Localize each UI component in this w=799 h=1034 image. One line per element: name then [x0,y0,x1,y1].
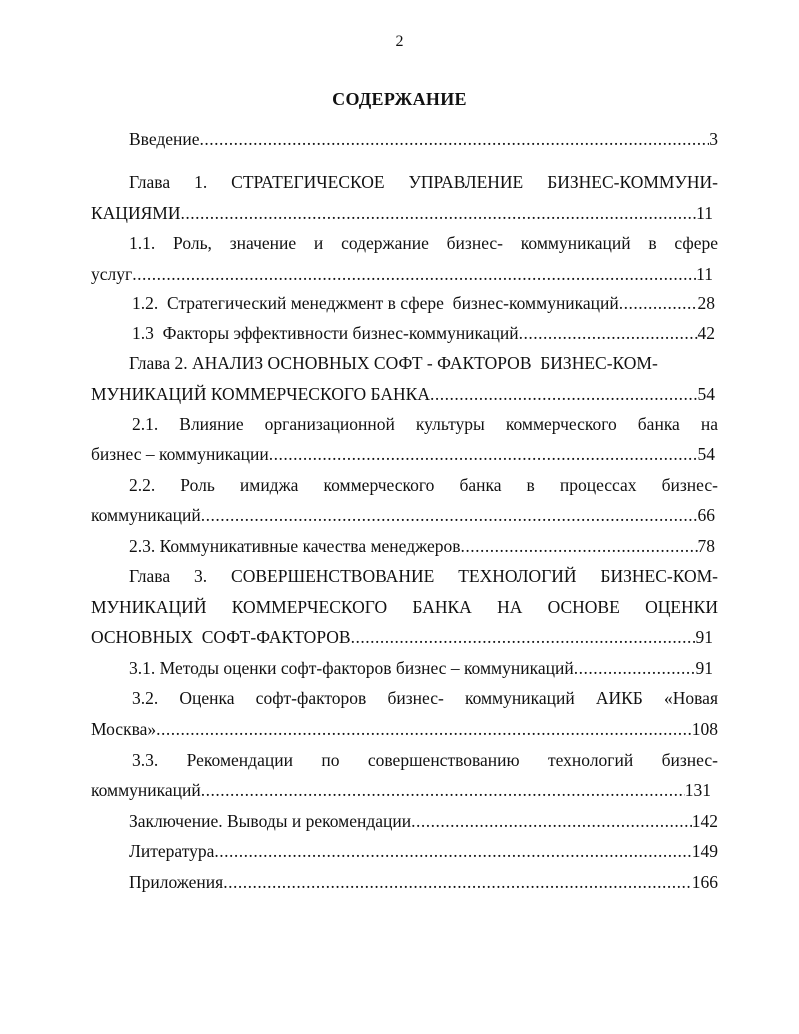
toc-word: в [526,475,535,495]
toc-section-2-3 [129,535,715,557]
toc-word: софт-факторов [255,688,367,708]
toc-word: процессах [559,475,637,495]
leader-dots [200,128,710,150]
toc-section-3-2-line2 [91,718,718,740]
toc-section-1-3 [132,322,715,344]
toc-entry-text: услуг [91,264,133,284]
leader-dots [351,626,696,648]
toc-word: банка [459,475,502,495]
page-title: СОДЕРЖАНИЕ [332,89,467,109]
toc-page-number: 131 [684,780,711,800]
page-number: 2 [395,33,404,50]
toc-word: БАНКА [412,597,472,617]
toc-page-number: 11 [696,203,713,223]
toc-page-number: 54 [697,444,715,464]
toc-word: УПРАВЛЕНИЕ [408,172,524,192]
toc-section-3-2-line1 [132,687,718,709]
toc-entry-text: Заключение. Выводы и рекомендации [129,811,412,831]
toc-chapter-3-line2 [91,596,718,618]
toc-entry-text: Приложения [129,872,224,892]
toc-entry-text: Введение [129,129,200,149]
leader-dots [180,202,696,224]
toc-word: 3.2. [132,688,159,708]
toc-section-2-1-line2 [91,443,715,465]
toc-word: содержание [341,233,429,253]
toc-page-number: 66 [697,505,715,525]
toc-section-3-1 [129,657,713,679]
toc-word: технологий [548,750,634,770]
toc-section-2-1-line1 [132,413,718,435]
toc-section-1-1-line2 [91,263,713,285]
toc-page-number: 142 [691,811,718,831]
toc-page-number: 91 [695,627,713,647]
toc-page-number: 91 [695,658,713,678]
toc-word: 2.1. [132,414,159,434]
toc-word: 1. [194,172,208,192]
toc-entry-intro [129,128,718,150]
toc-word: значение [229,233,297,253]
toc-page-number: 11 [696,264,713,284]
toc-word: коммуникаций [464,688,575,708]
toc-word: ОСНОВЕ [547,597,620,617]
toc-word: НА [497,597,523,617]
toc-entry-text: коммуникаций [91,780,201,800]
toc-section-2-2-line1 [129,474,718,496]
toc-word: Роль [180,475,215,495]
toc-entry-text: Москва» [91,719,157,739]
leader-dots [574,657,696,679]
toc-word: коммерческого [505,414,617,434]
toc-chapter-2-line1: Глава 2. АНАЛИЗ ОСНОВНЫХ СОФТ - ФАКТОРОВ БИЗНЕС-КОМ- [129,353,658,373]
toc-page-number: 54 [697,384,715,404]
toc-word: АИКБ [595,688,643,708]
toc-word: Оценка [179,688,235,708]
toc-page-number: 108 [691,719,718,739]
toc-entry-text: КАЦИЯМИ [91,203,181,223]
toc-chapter-3-line3 [91,626,713,648]
toc-word: Роль, [173,233,212,253]
toc-entry-text: ОСНОВНЫХ СОФТ-ФАКТОРОВ [91,627,351,647]
toc-entry-text: бизнес – коммуникации [91,444,269,464]
toc-word: по [321,750,340,770]
toc-section-3-3-line1 [132,749,718,771]
leader-dots [201,779,685,801]
toc-word: 3.3. [132,750,159,770]
toc-word: бизнес- [446,233,504,253]
toc-word: КОММЕРЧЕСКОГО [231,597,388,617]
toc-word: коммерческого [323,475,435,495]
toc-entry-text: коммуникаций [91,505,201,525]
toc-word: ОЦЕНКИ [645,597,718,617]
toc-word: бизнес- [387,688,444,708]
toc-word: СОВЕРШЕНСТВОВАНИЕ [231,566,435,586]
toc-word: 2.2. [129,475,156,495]
toc-entry-appendix [129,871,718,893]
toc-word: культуры [415,414,485,434]
toc-page-number: 42 [697,323,715,343]
toc-page-number: 149 [691,841,718,861]
toc-section-2-2-line2 [91,504,715,526]
toc-word: имиджа [239,475,299,495]
toc-word: и [313,233,324,253]
toc-word: совершенствованию [367,750,520,770]
toc-section-1-2 [132,292,715,314]
toc-chapter-2-line2 [91,383,715,405]
leader-dots [223,871,692,893]
leader-dots [461,535,698,557]
leader-dots [519,322,698,344]
toc-entry-text: Литература [129,841,215,861]
toc-word: БИЗНЕС-КОММУНИ- [547,172,718,192]
leader-dots [201,504,698,526]
toc-chapter-1-line2 [91,202,713,224]
toc-word: в [648,233,657,253]
leader-dots [214,840,691,862]
toc-word: МУНИКАЦИЙ [91,597,207,617]
toc-word: на [700,414,718,434]
leader-dots [619,292,698,314]
toc-word: банка [637,414,680,434]
toc-page-number: 78 [697,536,715,556]
toc-word: Рекомендации [186,750,293,770]
toc-entry-text: 2.3. Коммуникативные качества менеджеров [129,536,461,556]
toc-word: сфере [674,233,718,253]
toc-word: Глава [129,566,171,586]
toc-word: ТЕХНОЛОГИЙ [458,566,577,586]
toc-word: 3. [194,566,208,586]
toc-section-3-3-line2 [91,779,711,801]
leader-dots [269,443,698,465]
toc-word: «Новая [664,688,718,708]
leader-dots [411,810,692,832]
toc-entry-text: МУНИКАЦИЙ КОММЕРЧЕСКОГО БАНКА [91,384,430,404]
toc-word: СТРАТЕГИЧЕСКОЕ [231,172,385,192]
toc-chapter-3-line1 [129,565,718,587]
toc-word: 1.1. [129,233,156,253]
toc-word: Глава [129,172,171,192]
toc-word: коммуникаций [520,233,631,253]
toc-section-1-1-line1 [129,232,718,254]
toc-page-number: 166 [691,872,718,892]
toc-word: организационной [264,414,395,434]
toc-entry-text: 1.3 Факторы эффективности бизнес-коммуникаций [132,323,519,343]
toc-word: Влияние [179,414,244,434]
toc-page-number: 28 [697,293,715,313]
toc-word: бизнес- [661,475,718,495]
toc-word: бизнес- [661,750,718,770]
leader-dots [430,383,698,405]
toc-entry-conclusion [129,810,718,832]
toc-entry-text: 1.2. Стратегический менеджмент в сфере бизнес-коммуникаций [132,293,619,313]
leader-dots [156,718,692,740]
leader-dots [132,263,696,285]
toc-chapter-1-line1 [129,171,718,193]
toc-word: БИЗНЕС-КОМ- [600,566,718,586]
toc-entry-literature [129,840,718,862]
toc-page-number: 3 [709,129,718,149]
toc-entry-text: 3.1. Методы оценки софт-факторов бизнес – коммуникаций [129,658,574,678]
